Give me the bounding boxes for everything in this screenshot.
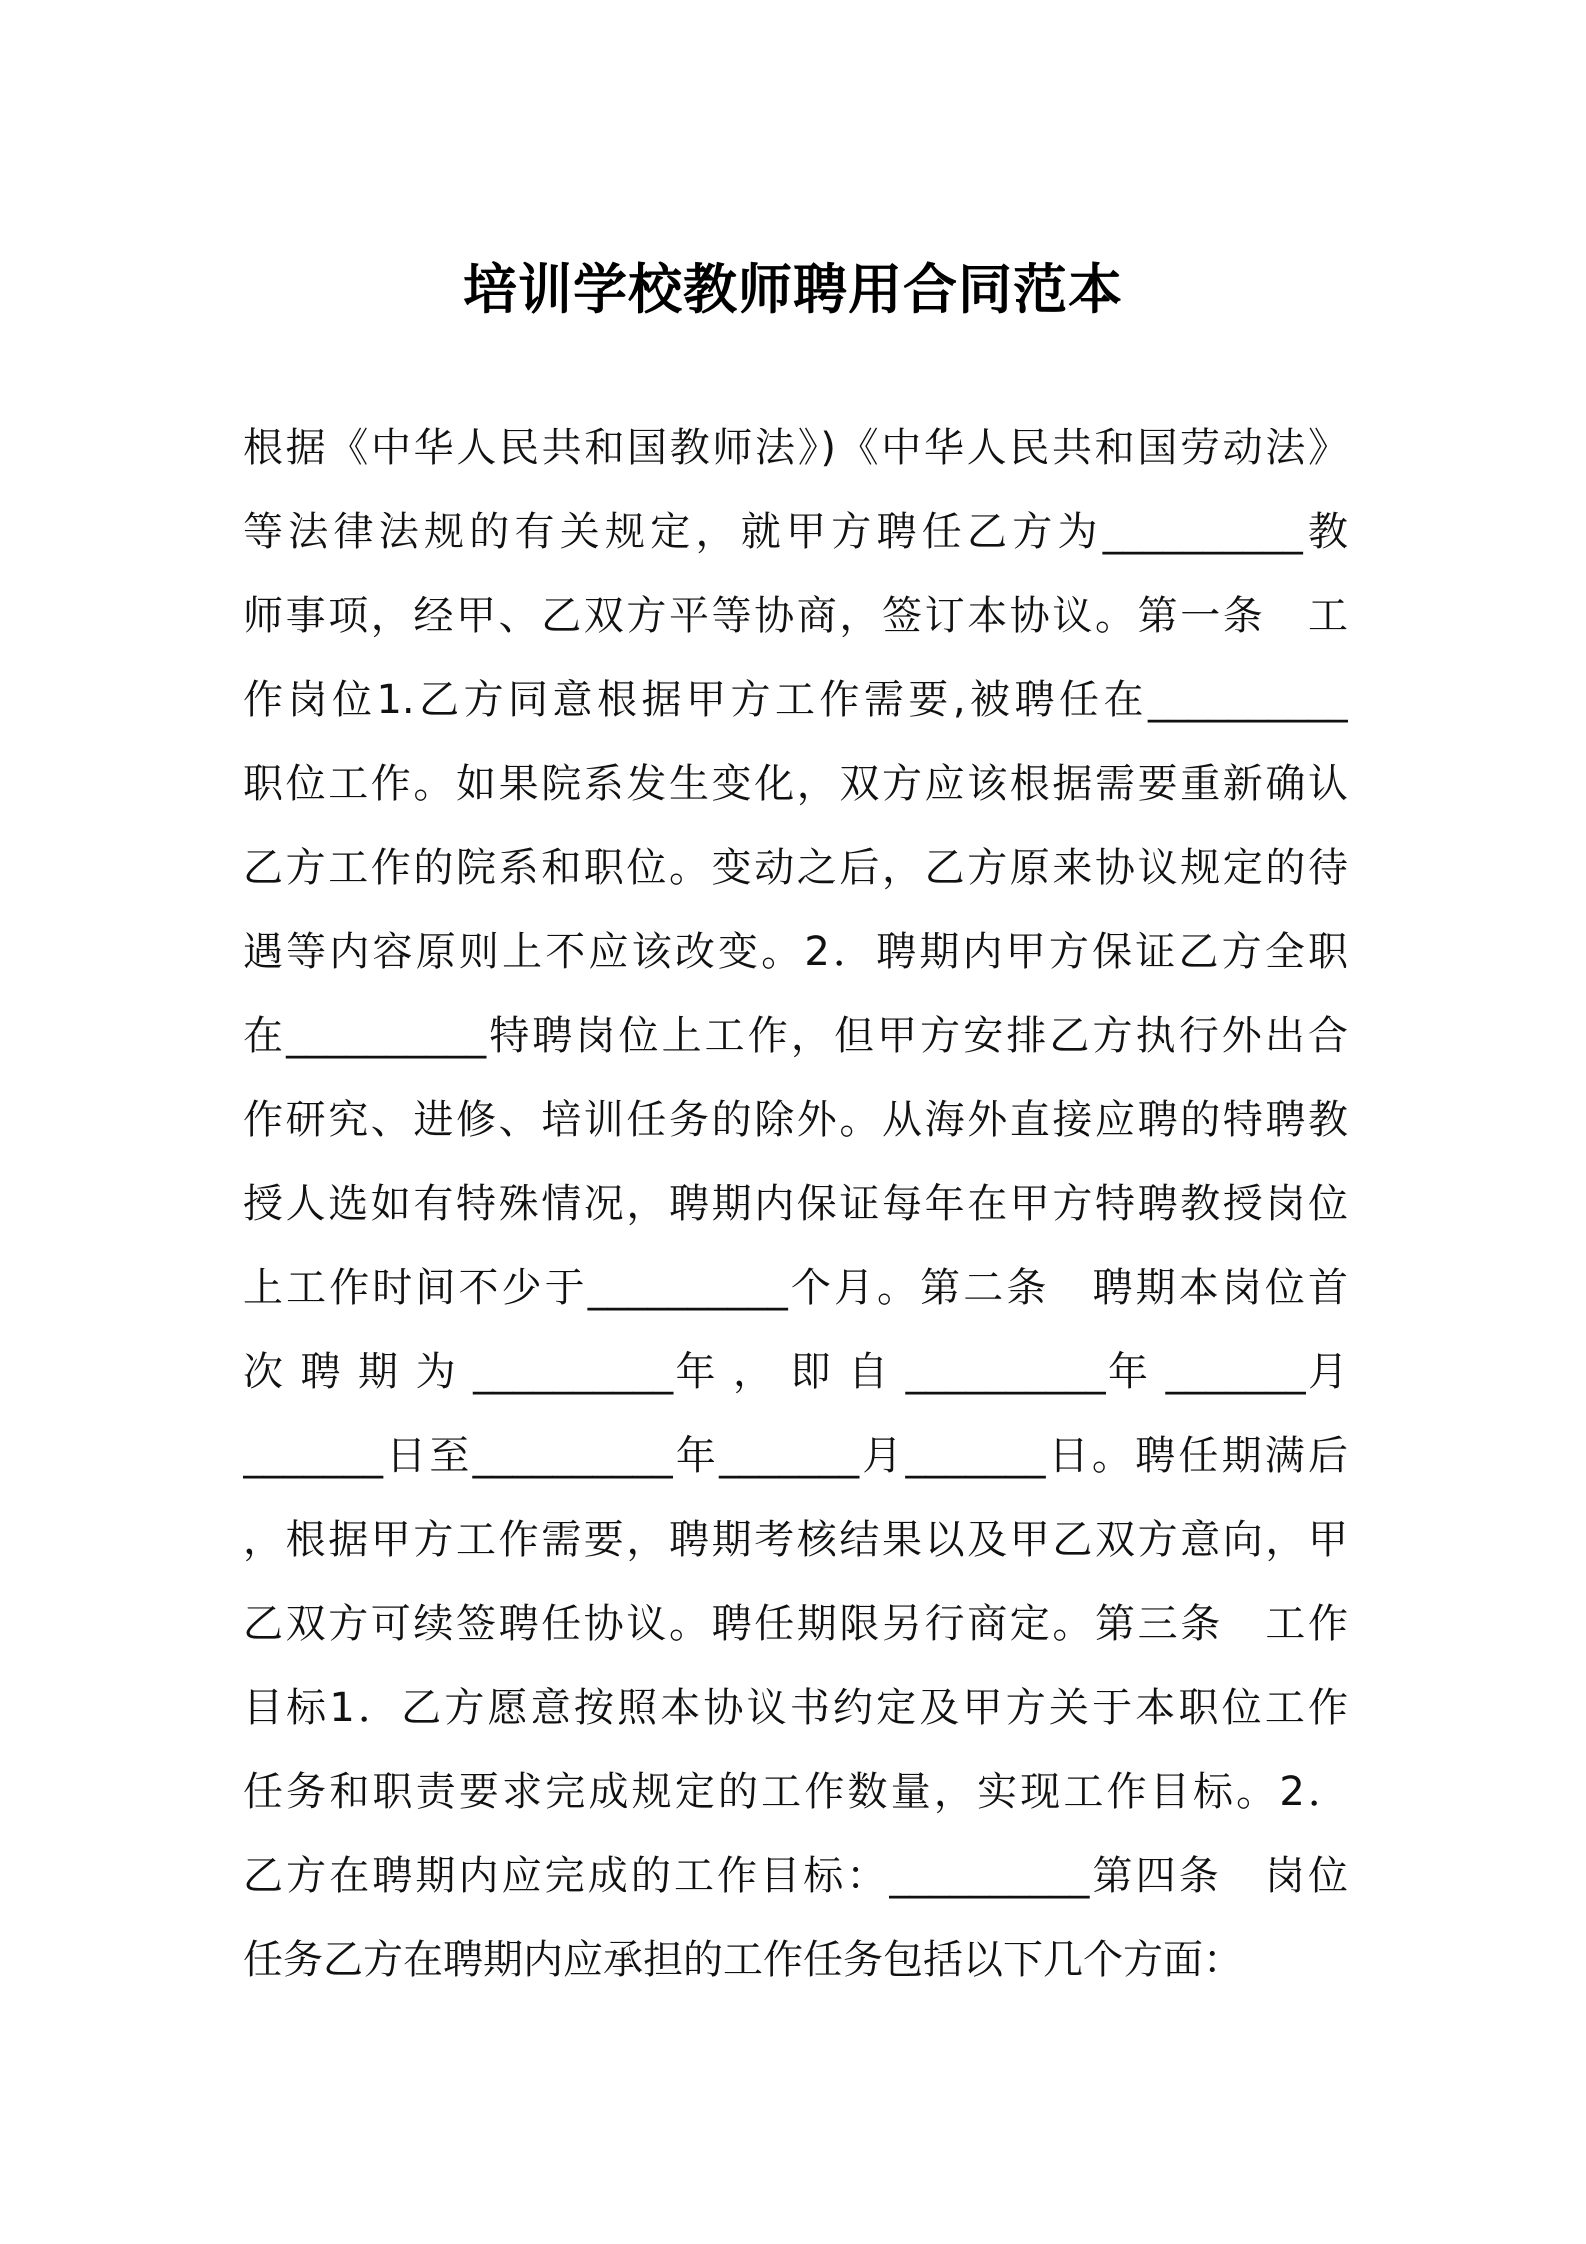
body-line: 等法律法规的有关规定，就甲方聘任乙方为__________教 bbox=[243, 509, 1348, 555]
body-line: 乙方在聘期内应完成的工作目标：__________第四条 岗位 bbox=[243, 1853, 1348, 1899]
body-line: 任务乙方在聘期内应承担的工作任务包括以下几个方面： bbox=[243, 1937, 1243, 1983]
body-line: _______日至__________年_______月_______日。聘任期满后 bbox=[243, 1433, 1348, 1479]
body-line: 遇等内容原则上不应该改变。2．聘期内甲方保证乙方全职 bbox=[243, 929, 1348, 975]
body-line: 在__________特聘岗位上工作，但甲方安排乙方执行外出合 bbox=[243, 1013, 1348, 1059]
body-line: ，根据甲方工作需要，聘期考核结果以及甲乙双方意向，甲 bbox=[243, 1517, 1348, 1563]
body-line: 乙方工作的院系和职位。变动之后，乙方原来协议规定的待 bbox=[243, 845, 1348, 891]
document-body bbox=[243, 406, 1348, 2002]
body-line: 职位工作。如果院系发生变化，双方应该根据需要重新确认 bbox=[243, 761, 1348, 807]
body-line: 根据《中华人民共和国教师法》)《中华人民共和国劳动法》 bbox=[243, 425, 1348, 471]
body-line: 次 聘 期 为 __________年 ， 即 自 __________年 _______月 bbox=[243, 1349, 1348, 1395]
body-line: 授人选如有特殊情况，聘期内保证每年在甲方特聘教授岗位 bbox=[243, 1181, 1348, 1227]
document-title: 培训学校教师聘用合同范本 bbox=[463, 258, 1123, 321]
body-line: 乙双方可续签聘任协议。聘任期限另行商定。第三条 工作 bbox=[243, 1601, 1348, 1647]
body-line: 目标1．乙方愿意按照本协议书约定及甲方关于本职位工作 bbox=[243, 1685, 1348, 1731]
body-line: 作岗位1.乙方同意根据甲方工作需要,被聘任在__________ bbox=[243, 677, 1348, 723]
body-line: 师事项，经甲、乙双方平等协商，签订本协议。第一条 工 bbox=[243, 593, 1348, 639]
body-line: 作研究、进修、培训任务的除外。从海外直接应聘的特聘教 bbox=[243, 1097, 1348, 1143]
body-line: 任务和职责要求完成规定的工作数量，实现工作目标。2． bbox=[243, 1769, 1348, 1815]
body-line: 上工作时间不少于__________个月。第二条 聘期本岗位首 bbox=[243, 1265, 1348, 1311]
